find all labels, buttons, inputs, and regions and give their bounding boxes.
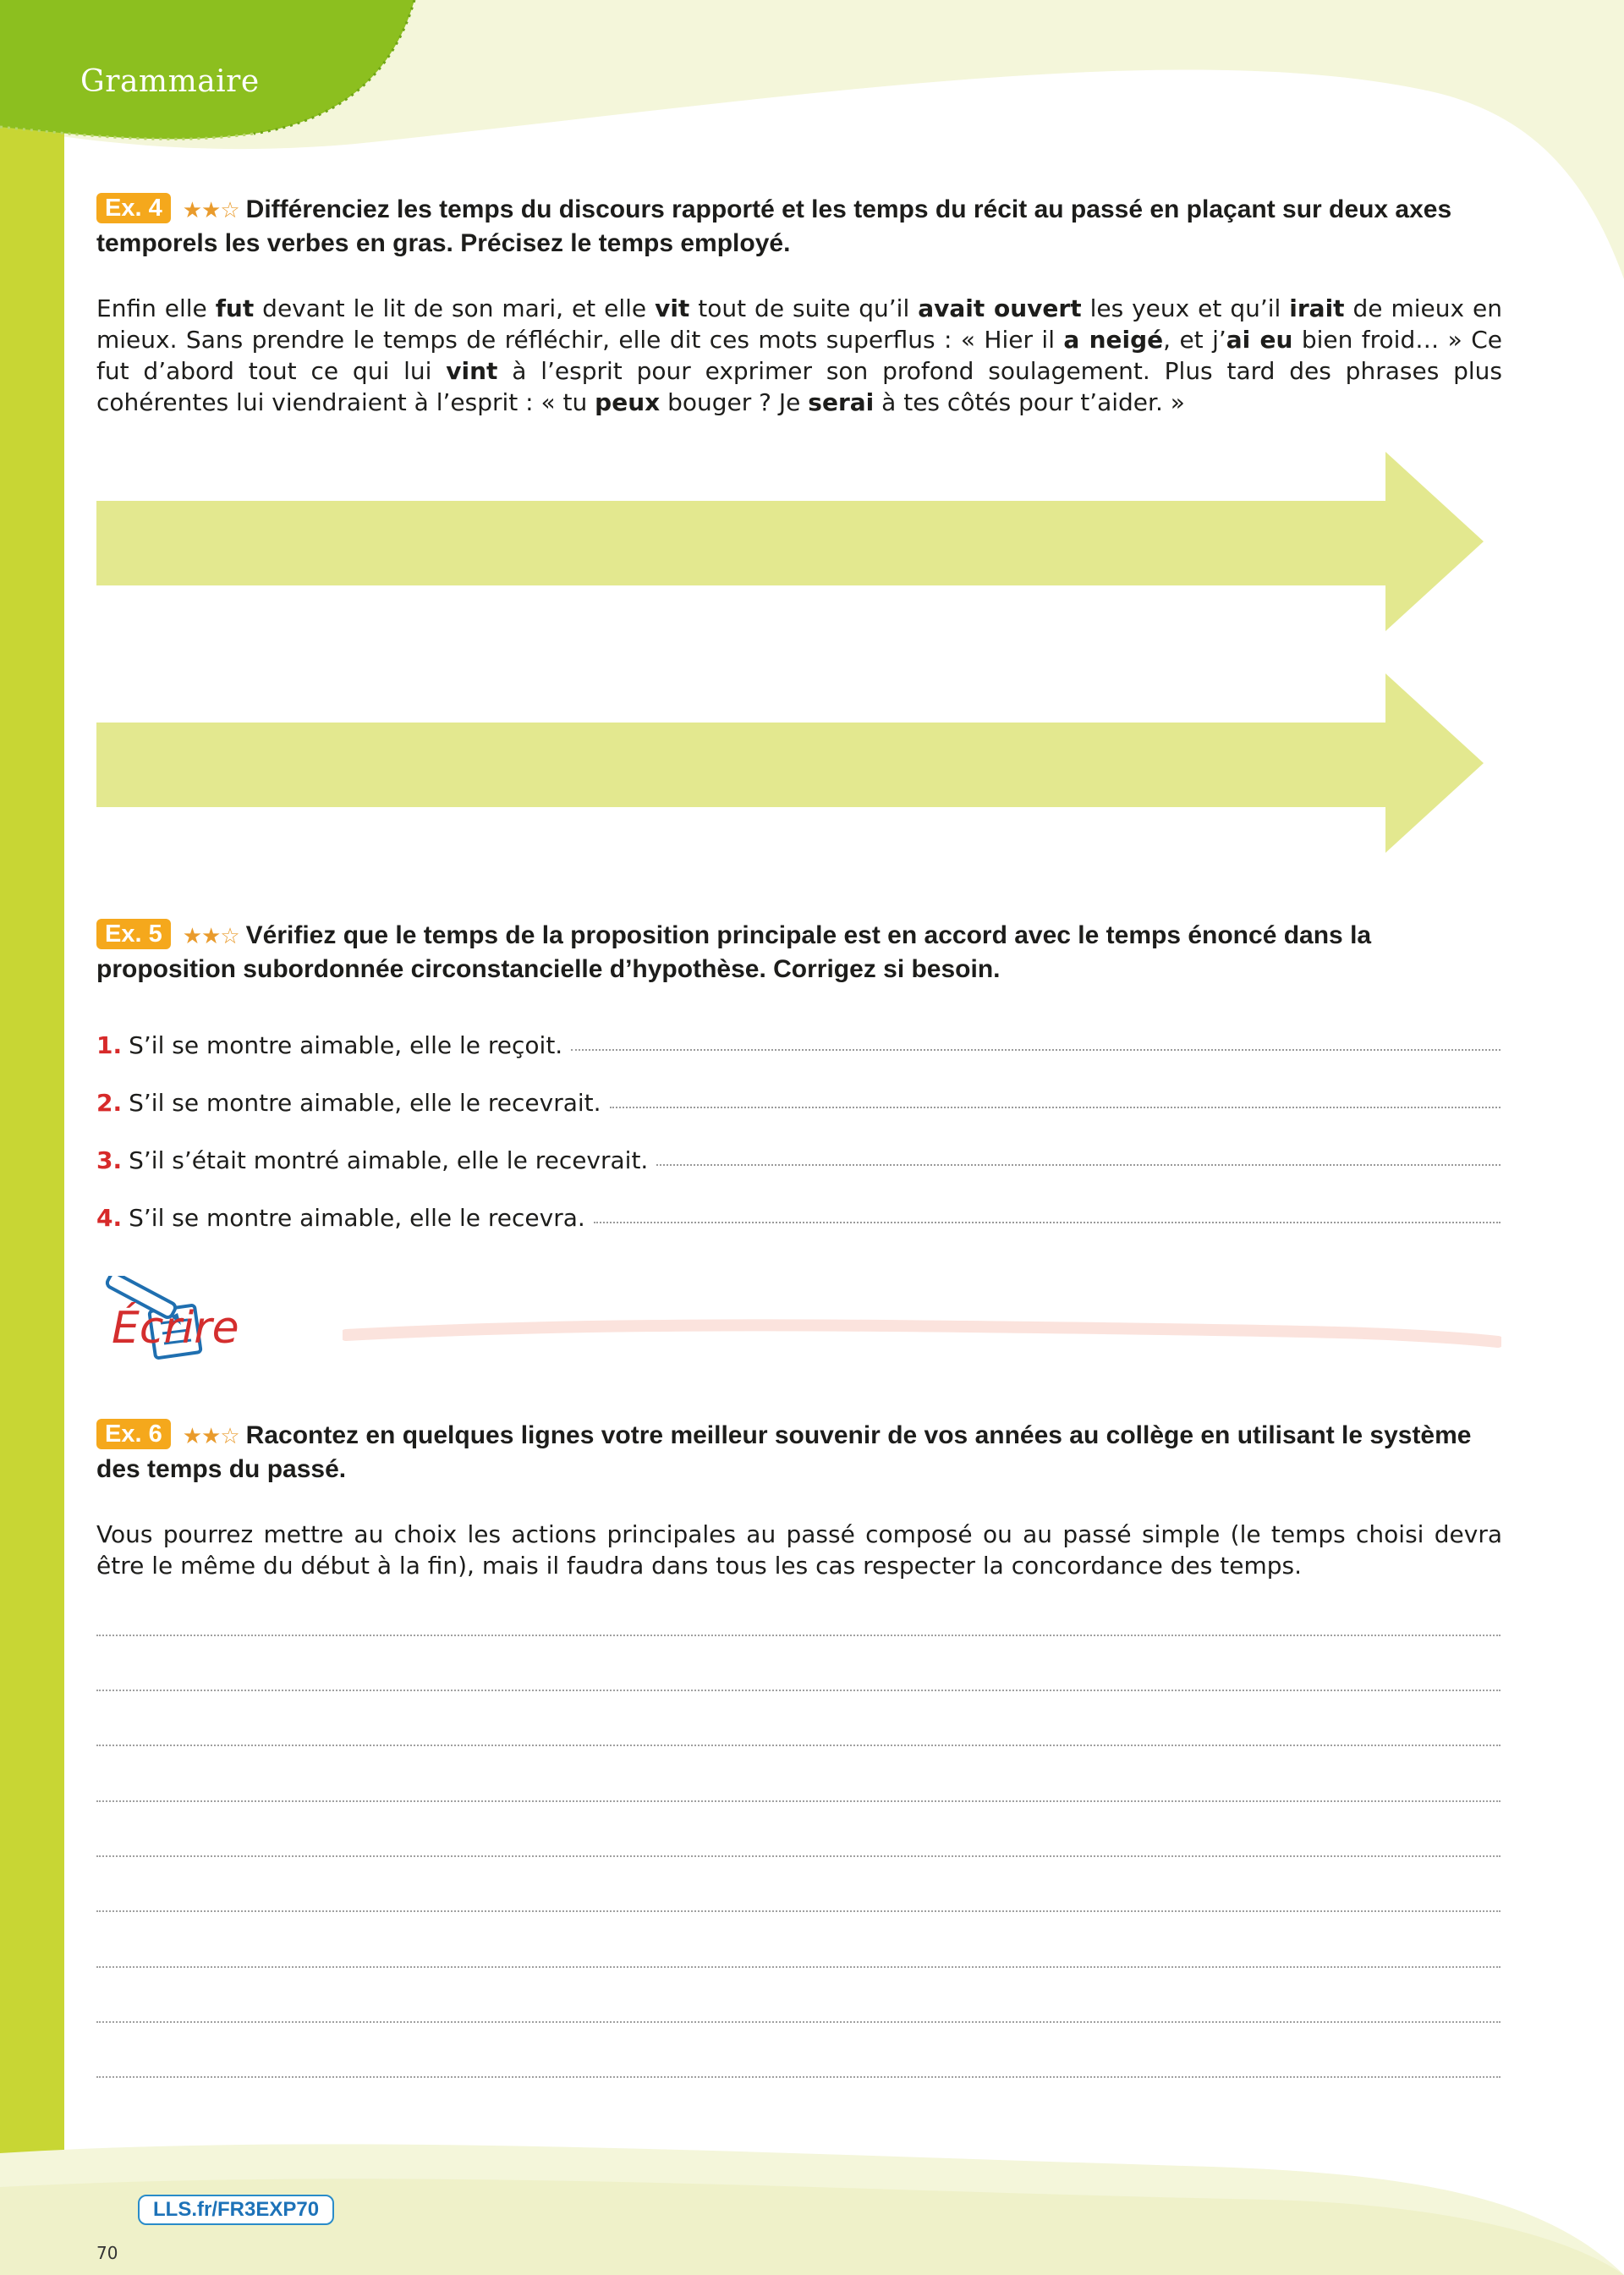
difficulty-stars-icon: ★★☆ bbox=[182, 1423, 239, 1448]
exercise-instruction: Racontez en quelques lignes votre meilleur souvenir de vos années au collège en utilisant le système des temps du passé. bbox=[96, 1421, 1472, 1483]
exercise-5 bbox=[96, 919, 1502, 986]
passage-text: , et j’ bbox=[1163, 326, 1226, 354]
passage-text: Enfin elle bbox=[96, 294, 216, 322]
passage-text: devant le lit de son mari, et elle bbox=[254, 294, 656, 322]
passage-text: bien froid… » Ce fut d’abord tout ce qui lui bbox=[96, 326, 1502, 385]
decorative-wave bbox=[343, 1316, 1501, 1350]
bold-verb: fut bbox=[215, 294, 255, 322]
difficulty-stars-icon: ★★☆ bbox=[182, 923, 239, 948]
writing-line[interactable] bbox=[96, 1910, 1501, 1912]
bold-verb: avait ouvert bbox=[918, 294, 1082, 322]
bold-verb: ai eu bbox=[1226, 326, 1293, 354]
exercise-6-heading bbox=[96, 1419, 1502, 1486]
exercise-instruction: Différenciez les temps du discours rapporté et les temps du récit au passé en plaçant sur deux axes temporels les verbes en gras. Précisez le temps employé. bbox=[96, 195, 1452, 257]
answer-line[interactable] bbox=[571, 1048, 1501, 1051]
exercise-4-passage bbox=[96, 293, 1502, 418]
passage-text: à l’esprit pour exprimer son profond soulagement. Plus tard des phrases plus cohérentes lui viendraient à l’esprit : « tu bbox=[96, 357, 1503, 416]
writing-line[interactable] bbox=[96, 1745, 1501, 1746]
exercise-4 bbox=[96, 193, 1502, 418]
ecrire-heading: Écrire bbox=[112, 1303, 239, 1354]
writing-line[interactable] bbox=[96, 1690, 1501, 1691]
timeline-arrow-2 bbox=[96, 673, 1484, 853]
passage-text: les yeux et qu’il bbox=[1081, 294, 1290, 322]
exercise-6-instructions: Vous pourrez mettre au choix les actions principales au passé composé ou au passé simple (le temps choisi devra être le même du début à la fin), mais il faudra dans tous les cas respecter la concordance des temps. bbox=[96, 1520, 1502, 1580]
exercise-instruction: Vérifiez que le temps de la proposition principale est en accord avec le temps énoncé dans la proposition subordonnée circonstancielle d’hypothèse. Corrigez si besoin. bbox=[96, 921, 1372, 983]
list-item: 2. S’il se montre aimable, elle le recevrait. bbox=[96, 1083, 1501, 1117]
list-item: 4. S’il se montre aimable, elle le recevra. bbox=[96, 1198, 1501, 1232]
answer-line[interactable] bbox=[656, 1163, 1501, 1166]
exercise-5-heading bbox=[96, 919, 1502, 986]
exercise-6 bbox=[96, 1419, 1502, 1581]
exercise-5-items bbox=[96, 1025, 1502, 1245]
bold-verb: vit bbox=[655, 294, 690, 322]
answer-line[interactable] bbox=[610, 1106, 1501, 1108]
bold-verb: peux bbox=[595, 388, 661, 416]
bold-verb: vint bbox=[446, 357, 498, 385]
passage-text: tout de suite qu’il bbox=[689, 294, 919, 322]
writing-area[interactable] bbox=[96, 1635, 1502, 2125]
exercise-badge: Ex. 6 bbox=[96, 1419, 171, 1449]
list-item: 3. S’il s’était montré aimable, elle le recevrait. bbox=[96, 1140, 1501, 1174]
difficulty-stars-icon: ★★☆ bbox=[182, 197, 239, 223]
exercise-badge: Ex. 5 bbox=[96, 919, 171, 949]
exercise-badge: Ex. 4 bbox=[96, 193, 171, 223]
section-title: Grammaire bbox=[80, 64, 260, 99]
bold-verb: irait bbox=[1289, 294, 1345, 322]
page-number: 70 bbox=[96, 2243, 118, 2263]
writing-line[interactable] bbox=[96, 1635, 1501, 1636]
passage-text: bouger ? Je bbox=[660, 388, 809, 416]
writing-line[interactable] bbox=[96, 1800, 1501, 1802]
resource-link[interactable]: LLS.fr/FR3EXP70 bbox=[138, 2195, 334, 2225]
list-item: 1. S’il se montre aimable, elle le reçoit. bbox=[96, 1025, 1501, 1059]
writing-line[interactable] bbox=[96, 2021, 1501, 2023]
passage-text: à tes côtés pour t’aider. » bbox=[874, 388, 1185, 416]
writing-line[interactable] bbox=[96, 1855, 1501, 1857]
bold-verb: serai bbox=[808, 388, 875, 416]
writing-line[interactable] bbox=[96, 2076, 1501, 2078]
timeline-arrow-1 bbox=[96, 452, 1484, 631]
passage-text: de mieux en mieux. Sans prendre le temps de réfléchir, elle dit ces mots superflus : « Hier il bbox=[96, 294, 1502, 354]
bold-verb: a neigé bbox=[1063, 326, 1164, 354]
writing-line[interactable] bbox=[96, 1966, 1501, 1968]
answer-line[interactable] bbox=[594, 1221, 1501, 1223]
exercise-4-heading bbox=[96, 193, 1502, 261]
